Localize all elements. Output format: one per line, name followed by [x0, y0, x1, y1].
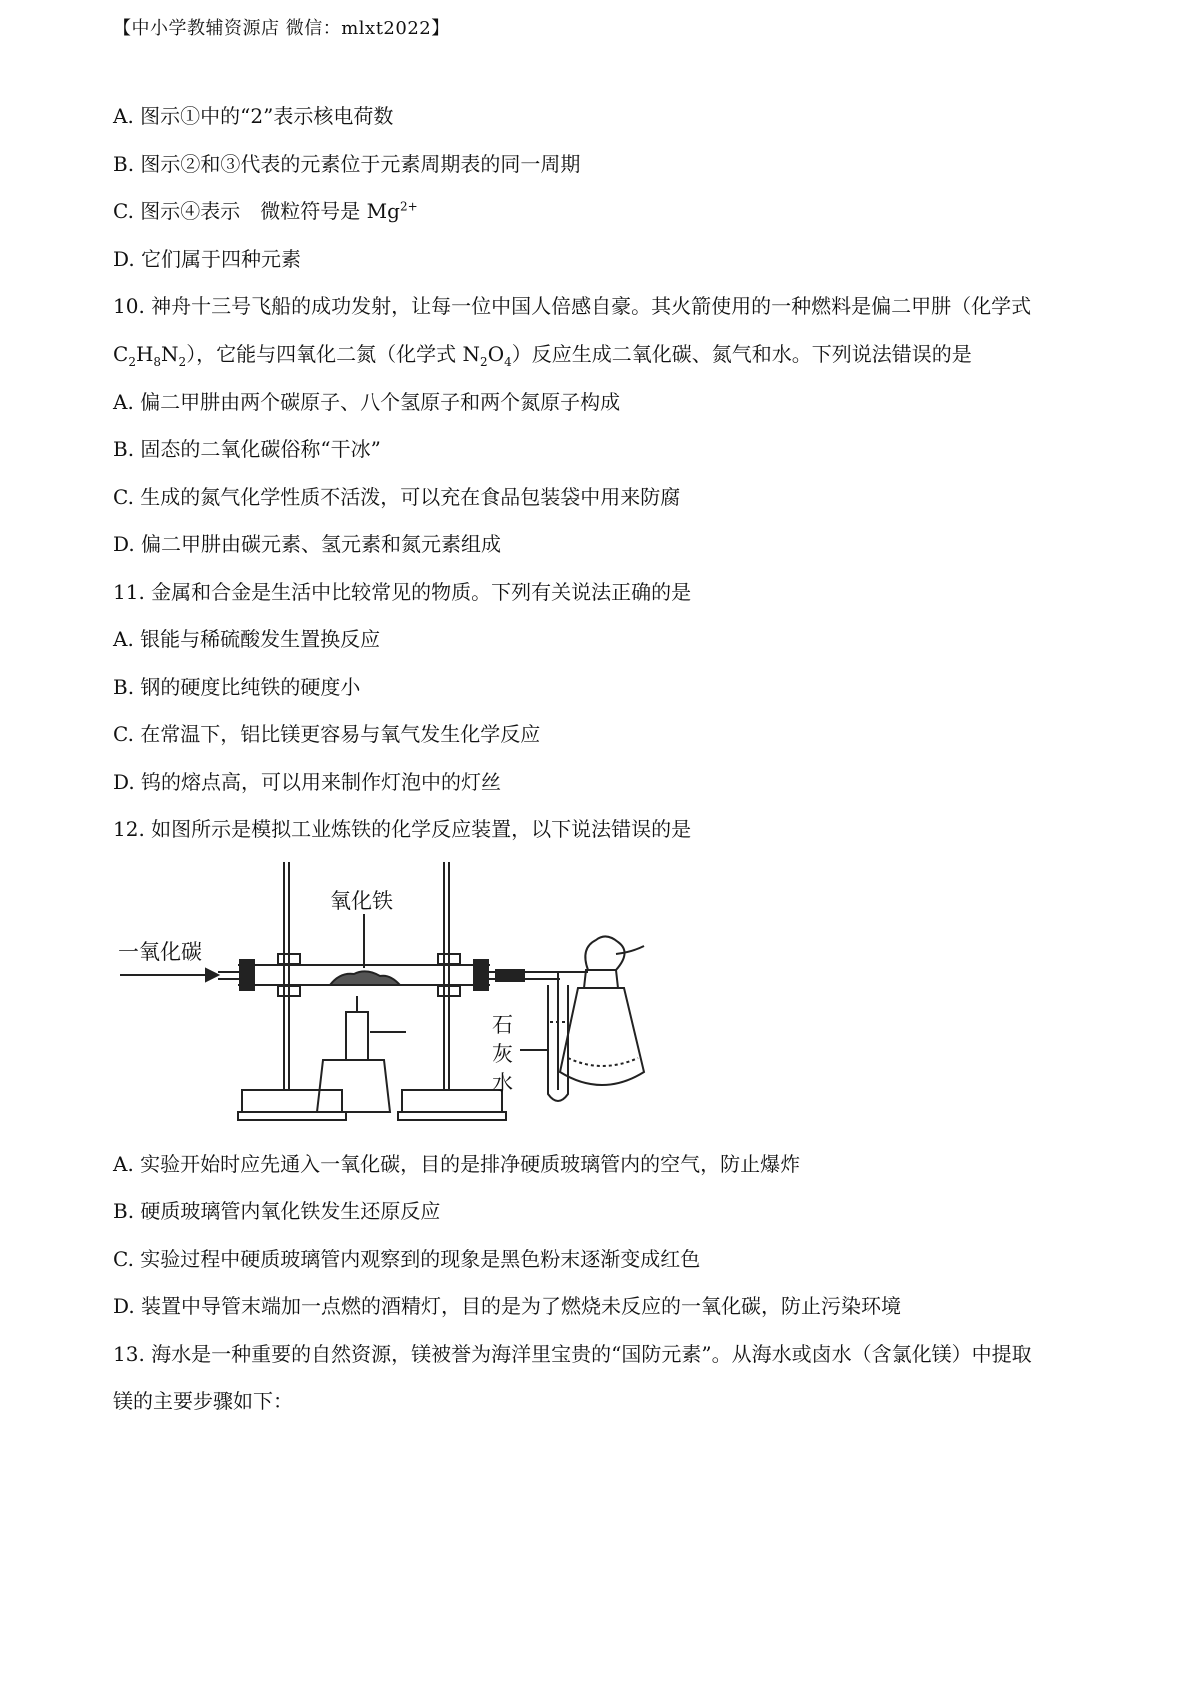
label-iron-oxide: 氧化铁: [330, 889, 393, 913]
right-stopper: [474, 960, 488, 990]
q9-option-b: B. 图示②和③代表的元素位于元素周期表的同一周期: [113, 152, 581, 176]
stem-text: ），它能与四氧化二氮（化学式 N: [186, 342, 481, 366]
q10-stem-line1: 10. 神舟十三号飞船的成功发射，让每一位中国人倍感自豪。其火箭使用的一种燃料是偏二甲肼（化学式: [113, 294, 1032, 318]
q11-option-d: D. 钨的熔点高，可以用来制作灯泡中的灯丝: [113, 770, 502, 794]
formula-subscript: 2: [480, 355, 488, 369]
left-stopper: [240, 960, 254, 990]
left-stand-base: [242, 1090, 342, 1112]
left-stand-foot: [238, 1112, 346, 1120]
q12-option-a: A. 实验开始时应先通入一氧化碳，目的是排净硬质玻璃管内的空气，防止爆炸: [113, 1152, 801, 1176]
right-lamp-chimney: [584, 970, 618, 988]
q10-option-d: D. 偏二甲肼由碳元素、氢元素和氮元素组成: [113, 532, 502, 556]
source-header: 【中小学教辅资源店 微信：mlxt2022】: [113, 18, 450, 39]
iron-smelting-apparatus-figure: [118, 862, 698, 1124]
iron-oxide-powder: [330, 971, 400, 985]
q9-option-c-text: C. 图示④表示 微粒符号是 Mg: [113, 199, 400, 223]
q11-option-c: C. 在常温下，铝比镁更容易与氧气发生化学反应: [113, 722, 541, 746]
q12-option-c: C. 实验过程中硬质玻璃管内观察到的现象是黑色粉末逐渐变成红色: [113, 1247, 701, 1271]
q10-stem-line2: [113, 340, 1130, 368]
q10-option-b: B. 固态的二氧化碳俗称“干冰”: [113, 437, 381, 461]
flame-tip: [616, 946, 644, 954]
q12-stem: 12. 如图所示是模拟工业炼铁的化学反应装置，以下说法错误的是: [113, 817, 692, 841]
right-alcohol-lamp: [560, 988, 644, 1085]
right-lamp-liquid: [568, 1058, 638, 1066]
alcohol-lamp-body: [317, 1060, 390, 1112]
formula-part: N: [161, 342, 179, 366]
rubber-connector: [496, 970, 524, 981]
q11-stem: 11. 金属和合金是生活中比较常见的物质。下列有关说法正确的是: [113, 580, 692, 604]
q10-option-a: A. 偏二甲肼由两个碳原子、八个氢原子和两个氮原子构成: [113, 390, 621, 414]
q9-option-c: [113, 197, 1130, 225]
formula-part: H: [135, 342, 154, 366]
formula-subscript: 8: [153, 355, 162, 369]
q12-option-d: D. 装置中导管末端加一点燃的酒精灯，目的是为了燃烧未反应的一氧化碳，防止污染环境: [113, 1294, 902, 1318]
q12-option-b: B. 硬质玻璃管内氧化铁发生还原反应: [113, 1199, 441, 1223]
right-stand-base: [402, 1090, 502, 1112]
label-limewater-3: 水: [492, 1071, 513, 1095]
co-arrow-head: [206, 969, 218, 981]
apparatus-diagram: [118, 862, 698, 1124]
lamp-chimney: [346, 1012, 368, 1060]
stem-text: ）反应生成二氧化碳、氮气和水。下列说法错误的是: [511, 342, 972, 366]
q10-option-c: C. 生成的氮气化学性质不活泼，可以充在食品包装袋中用来防腐: [113, 485, 681, 509]
label-limewater-1: 石: [492, 1013, 513, 1037]
formula-part: O: [487, 342, 505, 366]
label-limewater-2: 灰: [492, 1042, 513, 1066]
formula-part: C: [113, 342, 129, 366]
formula-subscript: 4: [504, 355, 512, 369]
right-stand-foot: [398, 1112, 506, 1120]
formula-subscript: 2: [178, 355, 187, 369]
q11-option-a: A. 银能与稀硫酸发生置换反应: [113, 627, 381, 651]
q13-stem-line1: 13. 海水是一种重要的自然资源，镁被誉为海洋里宝贵的“国防元素”。从海水或卤水（含氯化镁）中提取: [113, 1342, 1032, 1366]
label-carbon-monoxide: 一氧化碳: [118, 940, 202, 964]
charge-superscript: 2+: [399, 199, 418, 214]
formula-subscript: 2: [128, 355, 136, 369]
q9-option-d: D. 它们属于四种元素: [113, 247, 302, 271]
q9-option-a: A. 图示①中的“2”表示核电荷数: [113, 104, 394, 128]
q11-option-b: B. 钢的硬度比纯铁的硬度小: [113, 675, 361, 699]
q13-stem-line2: 镁的主要步骤如下：: [113, 1389, 293, 1413]
